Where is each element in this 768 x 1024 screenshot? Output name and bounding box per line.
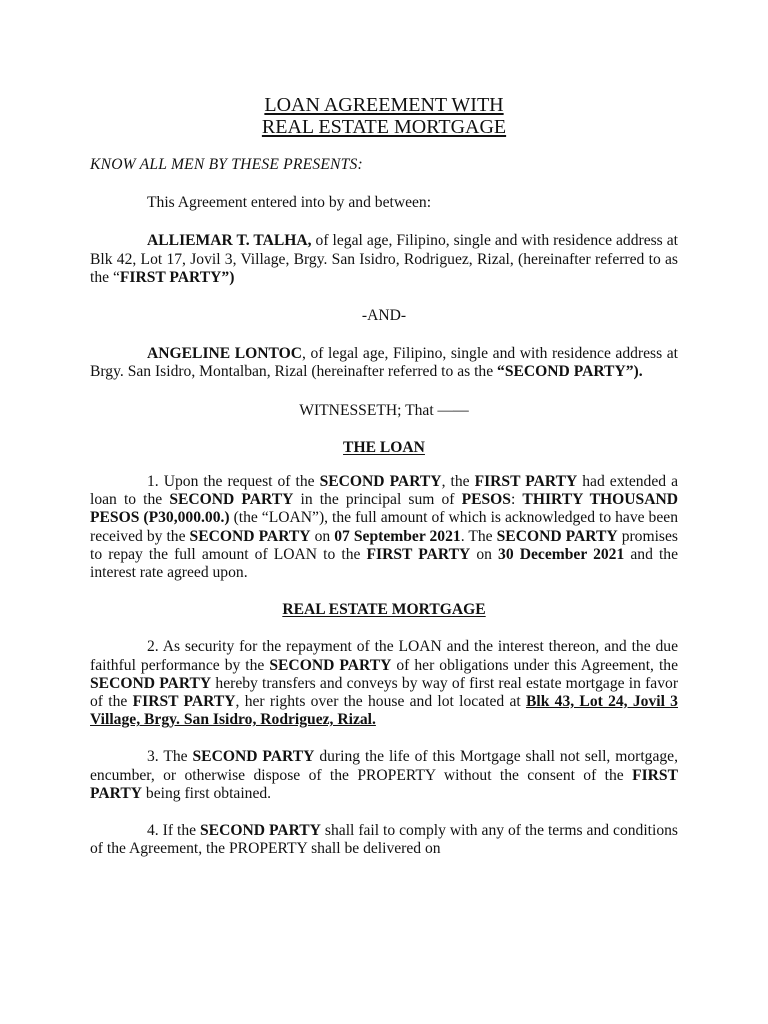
and-separator: -AND- (361, 307, 407, 325)
second-party-name: ANGELINE LONTOC (147, 345, 303, 363)
first-party-paragraph: ALLIEMAR T. TALHA, of legal age, Filipino, single and with residence address at Blk 42, Lot 17, Jovil 3, Village, Brgy. San Isidro, Rodriguez, Rizal, (hereinafter referred to as the “FIRST PARTY”) (90, 232, 678, 286)
title-line-1: LOAN AGREEMENT WITH (264, 94, 504, 116)
heading-real-estate-mortgage: REAL ESTATE MORTGAGE (282, 601, 486, 619)
second-party-paragraph: ANGELINE LONTOC, of legal age, Filipino, single and with residence address at Brgy. San Isidro, Montalban, Rizal (hereinafter referred to as the “SECOND PARTY”). (90, 345, 678, 381)
first-party-name: ALLIEMAR T. TALHA, (147, 232, 312, 250)
know-all-men: KNOW ALL MEN BY THESE PRESENTS: (90, 156, 363, 173)
witnesseth: WITNESSETH; That —— (299, 401, 469, 419)
document-page (90, 94, 678, 858)
paragraph-2: 2. As security for the repayment of the LOAN and the interest thereon, and the due faithful performance by the SECOND PARTY of her obligations under this Agreement, the SECOND PARTY hereby transfers and conveys by way of first real estate mortgage in favor of the FIRST PARTY, her rights over the house and lot located at Blk 43, Lot 24, Jovil 3 Village, Brgy. San Isidro, Rodriguez, Rizal. (90, 638, 679, 729)
repay-date: 30 December 2021 (498, 545, 625, 563)
paragraph-4: 4. If the SECOND PARTY shall fail to comply with any of the terms and conditions of the Agreement, the PROPERTY shall be delivered on (90, 822, 678, 858)
paragraph-1: 1. Upon the request of the SECOND PARTY, the FIRST PARTY had extended a loan to the SECOND PARTY in the principal sum of PESOS: THIRTY THOUSAND PESOS (P30,000.00.) (the “LOAN”), the full amount of which is acknowledged to have been received by the SECOND PARTY on 07 September 2021. The SECOND PARTY promises to repay the full amount of LOAN to the FIRST PARTY on 30 December 2021 and the interest rate agreed upon. (90, 473, 679, 582)
first-party-label: FIRST PARTY”) (119, 268, 235, 286)
property-address: Blk 43, Lot 24, Jovil 3 Village, Brgy. San Isidro, Rodriguez, Rizal. (90, 693, 678, 729)
loan-date: 07 September 2021 (334, 527, 461, 545)
second-party-label: “SECOND PARTY”). (497, 363, 643, 381)
paragraph-3: 3. The SECOND PARTY during the life of this Mortgage shall not sell, mortgage, encumber, or otherwise dispose of the PROPERTY without the consent of the FIRST PARTY being first obtained. (90, 748, 679, 802)
intro-text: This Agreement entered into by and between: (147, 194, 432, 212)
loan-amount: THIRTY THOUSAND PESOS (P30,000.00.) (90, 491, 679, 527)
document-title (90, 94, 678, 138)
title-line-2: REAL ESTATE MORTGAGE (261, 116, 507, 138)
heading-the-loan: THE LOAN (343, 438, 425, 456)
